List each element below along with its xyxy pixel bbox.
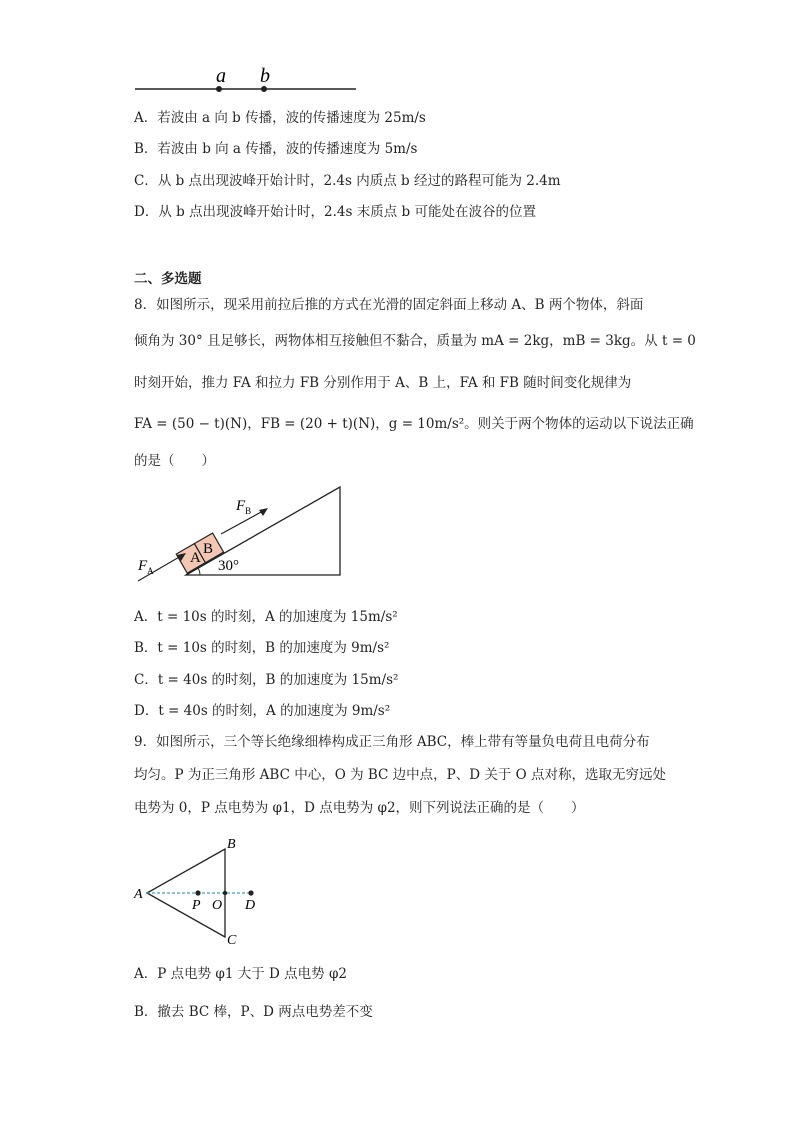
q8-option-d: D．t = 40s 的时刻，A 的加速度为 9m/s²	[134, 703, 391, 719]
block-b-label: B	[203, 541, 214, 557]
incline-figure	[130, 480, 360, 580]
force-b-label: $F_B$	[236, 498, 252, 516]
q7-option-d: D．从 b 点出现波峰开始计时，2.4s 末质点 b 可能处在波谷的位置	[134, 204, 536, 220]
label-a: A	[134, 887, 143, 902]
point-a-label: a	[216, 65, 226, 87]
section-title: 二、多选题	[134, 271, 202, 287]
force-b-arrow	[221, 511, 263, 534]
q8-option-a: A．t = 10s 的时刻，A 的加速度为 15m/s²	[134, 609, 398, 625]
label-c: C	[227, 933, 237, 948]
q7-option-c: C．从 b 点出现波峰开始计时，2.4s 内质点 b 经过的路程可能为 2.4m	[134, 173, 561, 189]
q8-line-5: 的是（ ）	[134, 453, 215, 469]
label-o: O	[212, 898, 223, 913]
block-a-label: A	[190, 550, 201, 566]
q8-line-2: 倾角为 30° 且足够长，两物体相互接触但不黏合，质量为 mA = 2kg，mB = 3kg。从 t = 0	[134, 333, 696, 349]
point-b-label: b	[260, 65, 270, 87]
q7-option-a: A．若波由 a 向 b 传播，波的传播速度为 25m/s	[134, 110, 426, 126]
q8-option-b: B．t = 10s 的时刻，B 的加速度为 9m/s²	[134, 640, 390, 656]
label-p: P	[192, 898, 201, 913]
q9-option-a: A．P 点电势 φ1 大于 D 点电势 φ2	[134, 966, 347, 982]
wave-line-figure	[130, 62, 370, 98]
label-d: D	[245, 898, 256, 913]
q8-line-3: 时刻开始，推力 FA 和拉力 FB 分别作用于 A、B 上，FA 和 FB 随时间变化规律为	[134, 375, 632, 391]
triangle-figure	[130, 835, 270, 950]
point-d-dot	[248, 890, 253, 895]
angle-arc	[198, 568, 200, 575]
q8-option-c: C．t = 40s 的时刻，B 的加速度为 15m/s²	[134, 672, 399, 688]
force-a-label: $F_A$	[138, 558, 154, 576]
q7-option-b: B．若波由 b 向 a 传播，波的传播速度为 5m/s	[134, 141, 418, 157]
q9-line-1: 9．如图所示，三个等长绝缘细棒构成正三角形 ABC，棒上带有等量负电荷且电荷分布	[134, 734, 650, 750]
force-b-arrowhead	[259, 508, 268, 516]
label-b: B	[227, 837, 236, 852]
incline-triangle	[186, 487, 340, 575]
angle-label: 30°	[218, 558, 239, 574]
point-p-dot	[195, 890, 200, 895]
q9-line-3: 电势为 0，P 点电势为 φ1，D 点电势为 φ2，则下列说法正确的是（ ）	[134, 800, 585, 816]
point-o-dot	[223, 891, 227, 895]
q8-line-1: 8．如图所示，现采用前拉后推的方式在光滑的固定斜面上移动 A、B 两个物体，斜面	[134, 297, 644, 313]
q9-line-2: 均匀。P 为正三角形 ABC 中心，O 为 BC 边中点，P、D 关于 O 点对称，选取无穷远处	[134, 767, 666, 783]
q8-line-4: FA = (50 − t)(N)，FB = (20 + t)(N)，g = 10m/s²。则关于两个物体的运动以下说法正确	[134, 416, 694, 432]
q9-option-b: B．撤去 BC 棒，P、D 两点电势差不变	[134, 1004, 373, 1020]
